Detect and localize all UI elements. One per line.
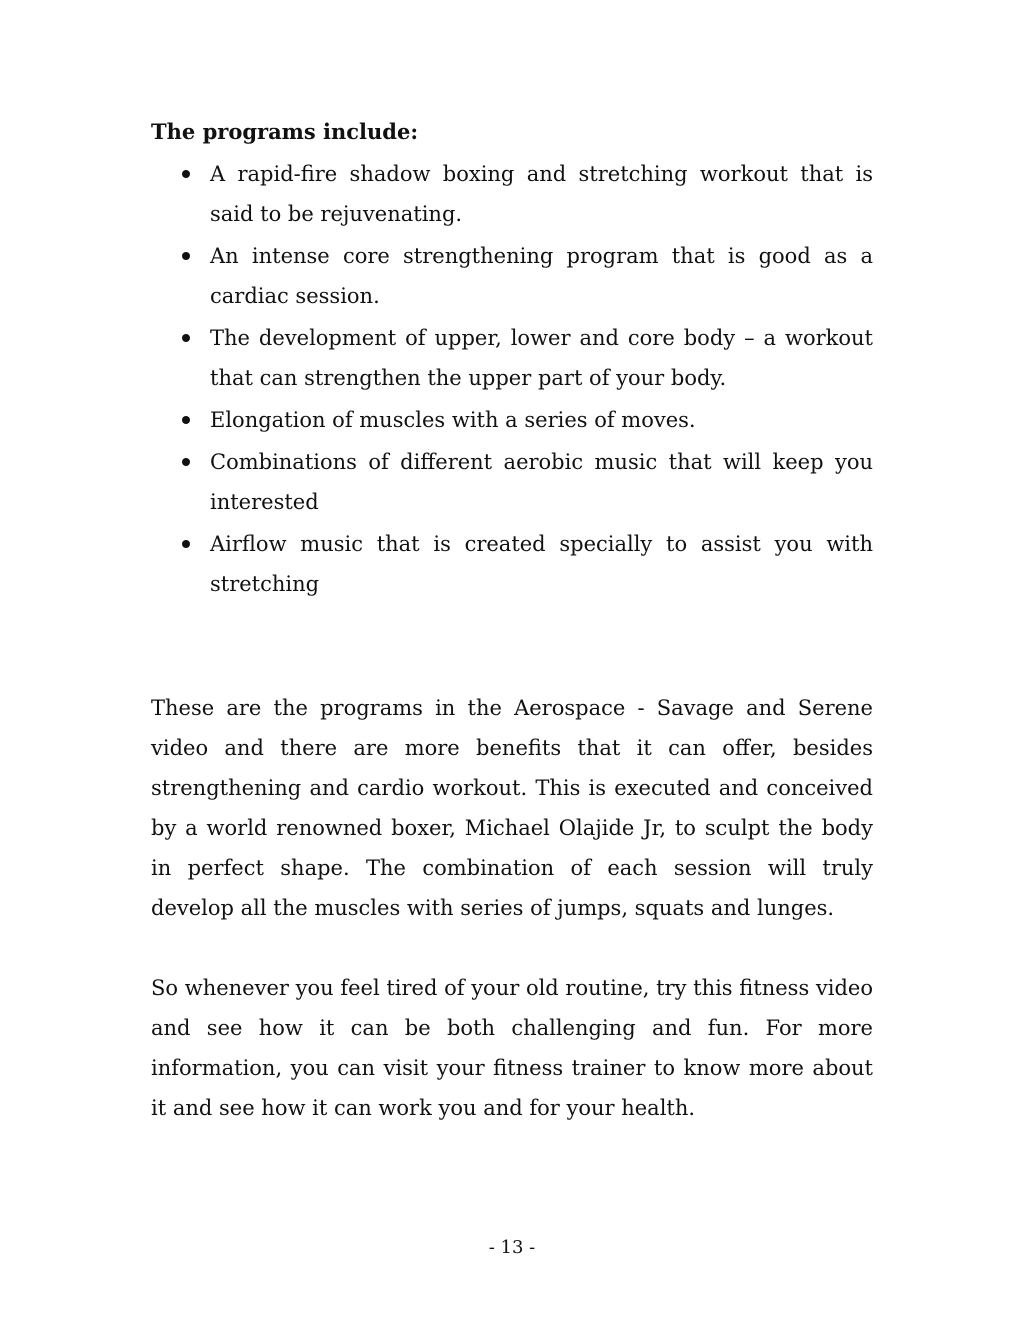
list-item <box>151 442 873 522</box>
list-item-text: A rapid-fire shadow boxing and stretching workout that is said to be rejuvenating. <box>210 162 873 226</box>
list-item <box>151 318 873 398</box>
list-item <box>151 524 873 604</box>
bullet-icon <box>182 416 190 424</box>
section-heading: The programs include: <box>151 119 419 144</box>
bullet-icon <box>182 540 190 548</box>
bullet-icon <box>182 252 190 260</box>
list-item <box>151 400 873 440</box>
list-item-text: Elongation of muscles with a series of moves. <box>210 408 696 432</box>
body-paragraph: These are the programs in the Aerospace - Savage and Serene video and there are more benefits that it can offer, besides strengthening and cardio workout. This is executed and conceived by a world renowned boxer, Michael Olajide Jr, to sculpt the body in perfect shape. The combination of each session will truly develop all the muscles with series of jumps, squats and lunges. <box>151 696 873 920</box>
program-list <box>151 154 873 604</box>
body-paragraph: So whenever you feel tired of your old routine, try this fitness video and see how it can be both challenging and fun. For more information, you can visit your fitness trainer to know more about it and see how it can work you and for your health. <box>151 976 873 1120</box>
list-item <box>151 154 873 234</box>
page-content <box>151 112 873 1128</box>
list-item-text: Airflow music that is created specially to assist you with stretching <box>210 532 873 596</box>
list-item <box>151 236 873 316</box>
bullet-icon <box>182 458 190 466</box>
bullet-icon <box>182 334 190 342</box>
list-item-text: An intense core strengthening program that is good as a cardiac session. <box>210 244 873 308</box>
list-item-text: The development of upper, lower and core body – a workout that can strengthen the upper part of your body. <box>210 326 873 390</box>
page-number: - 13 - <box>488 1237 536 1258</box>
bullet-icon <box>182 170 190 178</box>
list-item-text: Combinations of different aerobic music that will keep you interested <box>210 450 873 514</box>
